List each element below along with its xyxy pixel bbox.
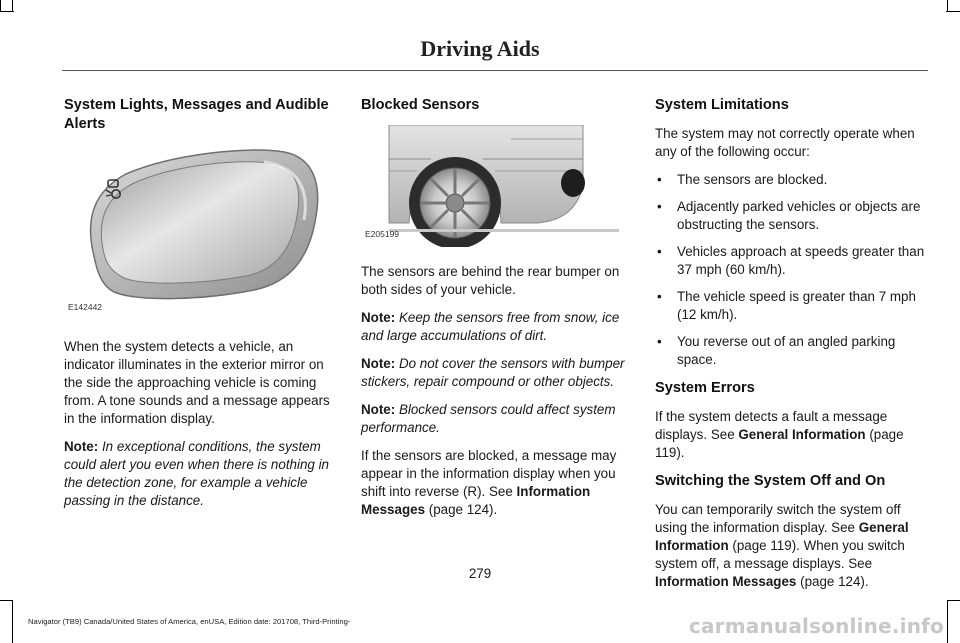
mirror-figure [64,144,336,320]
paragraph-text: If the system detects a fault a message displays. See [655,409,888,442]
page-number: 279 [468,566,492,581]
paragraph-text: (page 124). [425,502,498,517]
section-heading-system-lights: System Lights, Messages and Audible Alerts [64,97,329,132]
note-paragraph [361,355,633,391]
paragraph-text: You can temporarily switch the system off using the information display. See [655,502,901,535]
list-item [655,243,927,279]
section-heading-switching: Switching the System Off and On [655,473,886,489]
cross-reference-link[interactable]: General Information [738,427,866,442]
paragraph-text: (page 119). When you switch system off, a message displays. See [655,538,905,571]
note-label: Note: [361,402,396,417]
watermark: carmanualsonline.info [688,614,944,638]
page-title: Driving Aids [420,36,540,61]
list-item [655,333,927,369]
note-paragraph [361,401,633,437]
bullet: • [657,289,662,304]
paragraph-text: If the sensors are blocked, a message may appear in the information display when you shift into reverse (R). See [361,448,617,499]
section-heading-system-errors: System Errors [655,380,755,396]
note-label: Note: [361,310,396,325]
note-paragraph [361,309,633,345]
system-errors-paragraph [655,408,927,462]
limitations-intro: The system may not correctly operate when any of the following occur: [655,126,915,159]
bullet: • [657,172,662,187]
crop-mark [946,11,960,12]
bullet: • [657,244,662,259]
figure-id: E205199 [365,229,400,239]
list-item-text: Adjacently parked vehicles or objects are obstructing the sensors. [677,199,921,232]
paragraph-text: (page 119). [655,427,904,460]
rear-bumper-figure [361,125,633,247]
blocked-sensors-paragraph [361,447,633,519]
figure-id: E142442 [68,302,103,312]
list-item-text: Vehicles approach at speeds greater than 37 mph (60 km/h). [677,244,925,277]
note-text: Do not cover the sensors with bumper stickers, repair compound or other objects. [361,356,625,389]
left-column [64,96,336,520]
bullet: • [657,334,662,349]
note-text: Blocked sensors could affect system performance. [361,402,616,435]
note-text: Keep the sensors free from snow, ice and large accumulations of dirt. [361,310,620,343]
crop-mark [947,600,960,601]
rear-bumper-illustration [361,125,633,247]
section-heading-system-limitations: System Limitations [655,97,789,113]
note-label: Note: [361,356,396,371]
right-column [655,96,927,601]
list-item-text: You reverse out of an angled parking space. [677,334,896,367]
bullet: • [657,199,662,214]
cross-reference-link[interactable]: Information Messages [361,484,591,517]
note-label: Note: [64,439,99,454]
sensor-location-paragraph: The sensors are behind the rear bumper on both sides of your vehicle. [361,264,620,297]
crop-mark [0,600,13,601]
crop-mark [947,600,948,643]
paragraph-text: (page 124). [796,574,869,589]
limitations-list [655,171,927,369]
note-text: In exceptional conditions, the system could alert you even when there is nothing in the detection zone, for example a vehicle passing in the distance. [64,439,330,508]
middle-column [361,96,633,529]
note-paragraph [64,438,336,510]
system-detects-paragraph: When the system detects a vehicle, an indicator illuminates in the exterior mirror on the side the approaching vehicle is coming from. A tone sounds and a message appears in the information display. [64,339,330,426]
crop-mark [12,600,13,643]
list-item [655,288,927,324]
list-item [655,198,927,234]
mirror-illustration [64,144,336,320]
edition-footer: Navigator (TB9) Canada/United States of America, enUSA, Edition date: 201708, Third-Printing- [28,617,351,626]
list-item [655,171,927,189]
list-item-text: The vehicle speed is greater than 7 mph (12 km/h). [677,289,916,322]
crop-mark [12,0,13,12]
cross-reference-link[interactable]: Information Messages [655,574,797,589]
list-item-text: The sensors are blocked. [677,172,828,187]
section-heading-blocked-sensors: Blocked Sensors [361,97,480,113]
header-rule [62,70,928,71]
cross-reference-link[interactable]: General Information [655,520,909,553]
